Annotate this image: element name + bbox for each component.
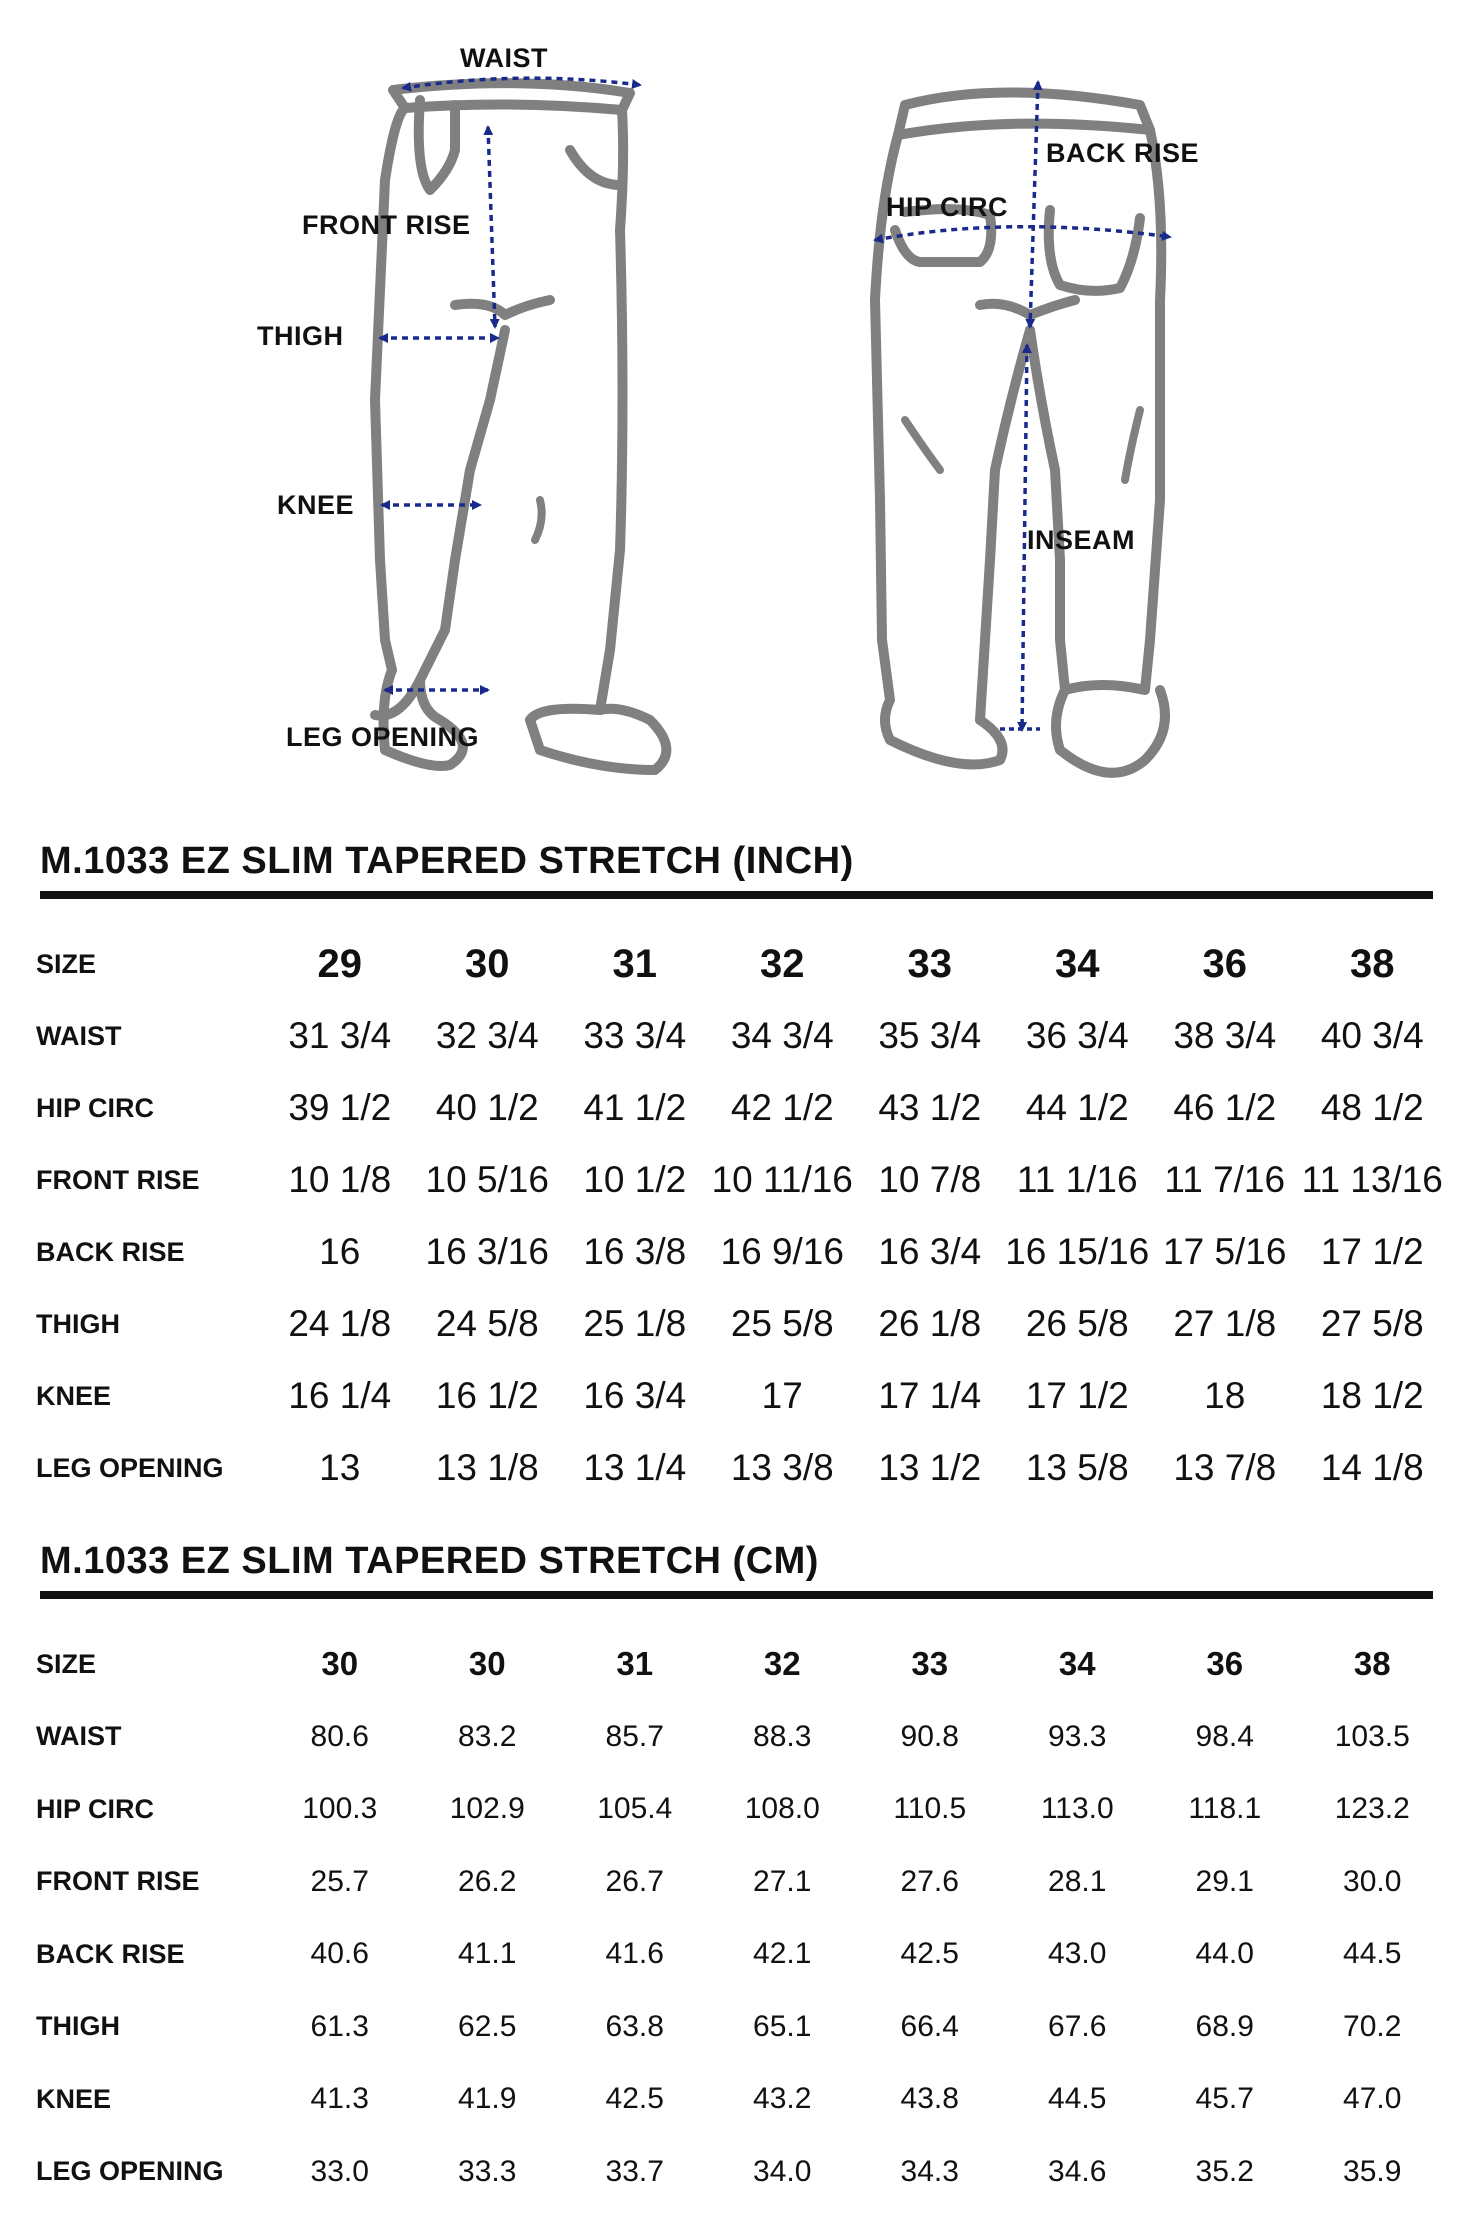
hip-circ-label: HIP CIRC (886, 192, 1009, 222)
table-cell: 63.8 (605, 2009, 664, 2043)
row-label: WAIST (36, 1020, 122, 1051)
table-cell: 13 3/8 (730, 1447, 834, 1488)
table-cell: 110.5 (893, 1792, 967, 1826)
measurement-diagram (0, 0, 1463, 800)
table-cell: 16 1/2 (435, 1375, 539, 1416)
table-cell: 62.5 (458, 2009, 517, 2043)
table-cell: 123.2 (1334, 1792, 1410, 1826)
table-cell: 105.4 (597, 1792, 673, 1826)
table-cell: 98.4 (1195, 1719, 1254, 1753)
table-cell: 44 1/2 (1025, 1087, 1129, 1128)
table-cell: 16 3/16 (425, 1231, 549, 1272)
row-label: BACK RISE (36, 1236, 185, 1267)
table-cell: 16 3/4 (583, 1375, 687, 1416)
table-cell: 34.0 (753, 2154, 812, 2188)
table-cell: 36 3/4 (1025, 1015, 1129, 1056)
table-cell: 33.0 (310, 2154, 369, 2188)
table-cell: 11 1/16 (1016, 1159, 1138, 1200)
table-cell: 41.6 (605, 1937, 664, 1971)
table-cell: 26.2 (458, 1864, 517, 1898)
inch-table-title: M.1033 EZ SLIM TAPERED STRETCH (INCH) (40, 840, 854, 882)
table-cell: 45.7 (1195, 2082, 1254, 2116)
table-cell: 10 1/2 (583, 1159, 687, 1200)
table-cell: 118.1 (1188, 1792, 1262, 1826)
row-label: KNEE (36, 1380, 112, 1411)
table-cell: 13 1/2 (878, 1447, 982, 1488)
table-cell: 90.8 (900, 1719, 959, 1753)
table-cell: 13 1/8 (435, 1447, 539, 1488)
size-header-cell: 36 (1202, 941, 1247, 986)
front-rise-arrow (488, 127, 495, 327)
table-cell: 80.6 (310, 1719, 369, 1753)
table-cell: 48 1/2 (1320, 1087, 1424, 1128)
table-row (28, 1773, 1446, 1846)
pants-illustration (0, 0, 1463, 800)
table-cell: 41 1/2 (583, 1087, 687, 1128)
row-label: BACK RISE (36, 1938, 185, 1969)
size-header-cell: 33 (907, 941, 952, 986)
row-label: THIGH (36, 2011, 120, 2042)
thigh-label: THIGH (257, 321, 344, 351)
leg-opening-label: LEG OPENING (286, 722, 480, 752)
size-header-cell: 32 (763, 1645, 801, 1683)
table-cell: 35 3/4 (878, 1015, 982, 1056)
table-cell: 17 1/2 (1025, 1375, 1129, 1416)
table-cell: 29.1 (1195, 1864, 1254, 1898)
table-cell: 11 13/16 (1301, 1159, 1443, 1200)
table-cell: 26 1/8 (878, 1303, 982, 1344)
size-header-cell: 30 (468, 1645, 506, 1683)
table-row (28, 1432, 1446, 1504)
table-cell: 33 3/4 (583, 1015, 687, 1056)
waist-label: WAIST (460, 43, 548, 73)
table-cell: 65.1 (753, 2009, 812, 2043)
table-cell: 32 3/4 (435, 1015, 539, 1056)
cm-table-title: M.1033 EZ SLIM TAPERED STRETCH (CM) (40, 1540, 819, 1582)
table-cell: 28.1 (1048, 1864, 1107, 1898)
table-cell: 24 1/8 (288, 1303, 392, 1344)
table-cell: 13 5/8 (1025, 1447, 1129, 1488)
table-row (28, 1918, 1446, 1991)
table-cell: 93.3 (1048, 1719, 1107, 1753)
inch-title-rule (40, 891, 1433, 899)
size-header-cell: 36 (1206, 1645, 1244, 1683)
table-cell: 10 1/8 (288, 1159, 392, 1200)
row-label: SIZE (36, 948, 97, 979)
table-cell: 85.7 (605, 1719, 664, 1753)
table-cell: 27 5/8 (1320, 1303, 1424, 1344)
table-cell: 108.0 (744, 1792, 820, 1826)
table-cell: 102.9 (449, 1792, 525, 1826)
table-cell: 38 3/4 (1173, 1015, 1277, 1056)
table-cell: 61.3 (310, 2009, 369, 2043)
table-cell: 30.0 (1343, 1864, 1402, 1898)
table-cell: 13 1/4 (583, 1447, 687, 1488)
table-cell: 100.3 (302, 1792, 378, 1826)
table-cell: 44.0 (1195, 1937, 1254, 1971)
table-cell: 10 11/16 (711, 1159, 853, 1200)
table-cell: 25.7 (310, 1864, 369, 1898)
table-cell: 34 3/4 (730, 1015, 834, 1056)
table-cell: 47.0 (1343, 2082, 1402, 2116)
table-cell: 17 (761, 1375, 803, 1416)
table-cell: 16 9/16 (720, 1231, 844, 1272)
table-cell: 42.5 (605, 2082, 664, 2116)
size-header-cell: 33 (911, 1645, 949, 1683)
table-cell: 43.2 (753, 2082, 812, 2116)
table-cell: 25 5/8 (730, 1303, 834, 1344)
table-cell: 18 1/2 (1320, 1375, 1424, 1416)
table-cell: 27.6 (900, 1864, 959, 1898)
table-cell: 13 (319, 1447, 361, 1488)
table-row (28, 1000, 1446, 1072)
table-cell: 25 1/8 (583, 1303, 687, 1344)
row-label: THIGH (36, 1308, 120, 1339)
row-label: FRONT RISE (36, 1866, 200, 1897)
table-row (28, 928, 1446, 1000)
table-cell: 16 (319, 1231, 361, 1272)
row-label: LEG OPENING (36, 2156, 224, 2187)
knee-label: KNEE (277, 490, 355, 520)
table-cell: 27 1/8 (1173, 1303, 1277, 1344)
table-cell: 10 5/16 (425, 1159, 549, 1200)
inseam-label: INSEAM (1027, 525, 1136, 555)
cm-size-table (28, 1628, 1446, 2208)
size-header-cell: 34 (1055, 941, 1100, 986)
table-cell: 41.9 (458, 2082, 517, 2116)
table-cell: 42.5 (900, 1937, 959, 1971)
table-cell: 42.1 (753, 1937, 812, 1971)
row-label: LEG OPENING (36, 1452, 224, 1483)
table-cell: 40.6 (310, 1937, 369, 1971)
table-row (28, 2063, 1446, 2136)
table-cell: 70.2 (1343, 2009, 1402, 2043)
table-row (28, 1360, 1446, 1432)
table-cell: 26 5/8 (1025, 1303, 1129, 1344)
size-header-cell: 32 (760, 941, 805, 986)
table-cell: 34.6 (1048, 2154, 1107, 2188)
table-row (28, 1991, 1446, 2064)
table-cell: 17 1/4 (878, 1375, 982, 1416)
table-cell: 16 3/8 (583, 1231, 687, 1272)
front-rise-label: FRONT RISE (302, 210, 471, 240)
table-cell: 17 1/2 (1320, 1231, 1424, 1272)
table-cell: 16 15/16 (1005, 1231, 1150, 1272)
table-cell: 16 1/4 (288, 1375, 392, 1416)
table-cell: 113.0 (1040, 1792, 1114, 1826)
table-row (28, 1072, 1446, 1144)
size-header-cell: 29 (317, 941, 362, 986)
size-header-cell: 34 (1058, 1645, 1096, 1683)
table-cell: 41.3 (310, 2082, 369, 2116)
table-row (28, 2136, 1446, 2209)
row-label: KNEE (36, 2083, 112, 2114)
table-row (28, 1846, 1446, 1919)
table-cell: 14 1/8 (1320, 1447, 1424, 1488)
table-cell: 18 (1204, 1375, 1246, 1416)
inch-size-table (28, 928, 1446, 1504)
table-cell: 83.2 (458, 1719, 517, 1753)
table-cell: 27.1 (753, 1864, 812, 1898)
measurement-arrows (380, 78, 1170, 730)
table-cell: 68.9 (1195, 2009, 1254, 2043)
size-header-cell: 30 (321, 1645, 359, 1683)
table-cell: 17 5/16 (1163, 1231, 1287, 1272)
cm-title-rule (40, 1591, 1433, 1599)
table-cell: 103.5 (1334, 1719, 1410, 1753)
table-cell: 44.5 (1048, 2082, 1107, 2116)
table-cell: 43 1/2 (878, 1087, 982, 1128)
table-cell: 35.9 (1343, 2154, 1402, 2188)
table-cell: 43.0 (1048, 1937, 1107, 1971)
front-view-pants (375, 83, 666, 770)
table-cell: 34.3 (900, 2154, 959, 2188)
table-cell: 42 1/2 (730, 1087, 834, 1128)
size-header-cell: 30 (465, 941, 510, 986)
table-cell: 66.4 (900, 2009, 959, 2043)
table-row (28, 1288, 1446, 1360)
table-row (28, 1701, 1446, 1774)
table-cell: 88.3 (753, 1719, 812, 1753)
row-label: HIP CIRC (36, 1793, 155, 1824)
table-cell: 16 3/4 (878, 1231, 982, 1272)
table-cell: 46 1/2 (1173, 1087, 1277, 1128)
table-cell: 40 1/2 (435, 1087, 539, 1128)
table-row (28, 1216, 1446, 1288)
table-cell: 31 3/4 (288, 1015, 392, 1056)
row-label: HIP CIRC (36, 1092, 155, 1123)
back-rise-label: BACK RISE (1046, 138, 1200, 168)
row-label: SIZE (36, 1648, 97, 1679)
table-cell: 24 5/8 (435, 1303, 539, 1344)
size-header-cell: 38 (1350, 941, 1395, 986)
hip-circ-arrow (875, 227, 1170, 240)
table-cell: 11 7/16 (1164, 1159, 1286, 1200)
size-header-cell: 31 (612, 941, 657, 986)
table-row (28, 1144, 1446, 1216)
table-cell: 40 3/4 (1320, 1015, 1424, 1056)
table-cell: 33.3 (458, 2154, 517, 2188)
table-row (28, 1628, 1446, 1701)
size-header-cell: 31 (616, 1645, 654, 1683)
row-label: FRONT RISE (36, 1164, 200, 1195)
table-cell: 33.7 (605, 2154, 664, 2188)
row-label: WAIST (36, 1721, 122, 1752)
size-header-cell: 38 (1353, 1645, 1391, 1683)
table-cell: 13 7/8 (1173, 1447, 1277, 1488)
table-cell: 26.7 (605, 1864, 664, 1898)
table-cell: 43.8 (900, 2082, 959, 2116)
table-cell: 35.2 (1195, 2154, 1254, 2188)
table-cell: 39 1/2 (288, 1087, 392, 1128)
table-cell: 44.5 (1343, 1937, 1402, 1971)
table-cell: 41.1 (458, 1937, 517, 1971)
table-cell: 67.6 (1048, 2009, 1107, 2043)
table-cell: 10 7/8 (878, 1159, 982, 1200)
